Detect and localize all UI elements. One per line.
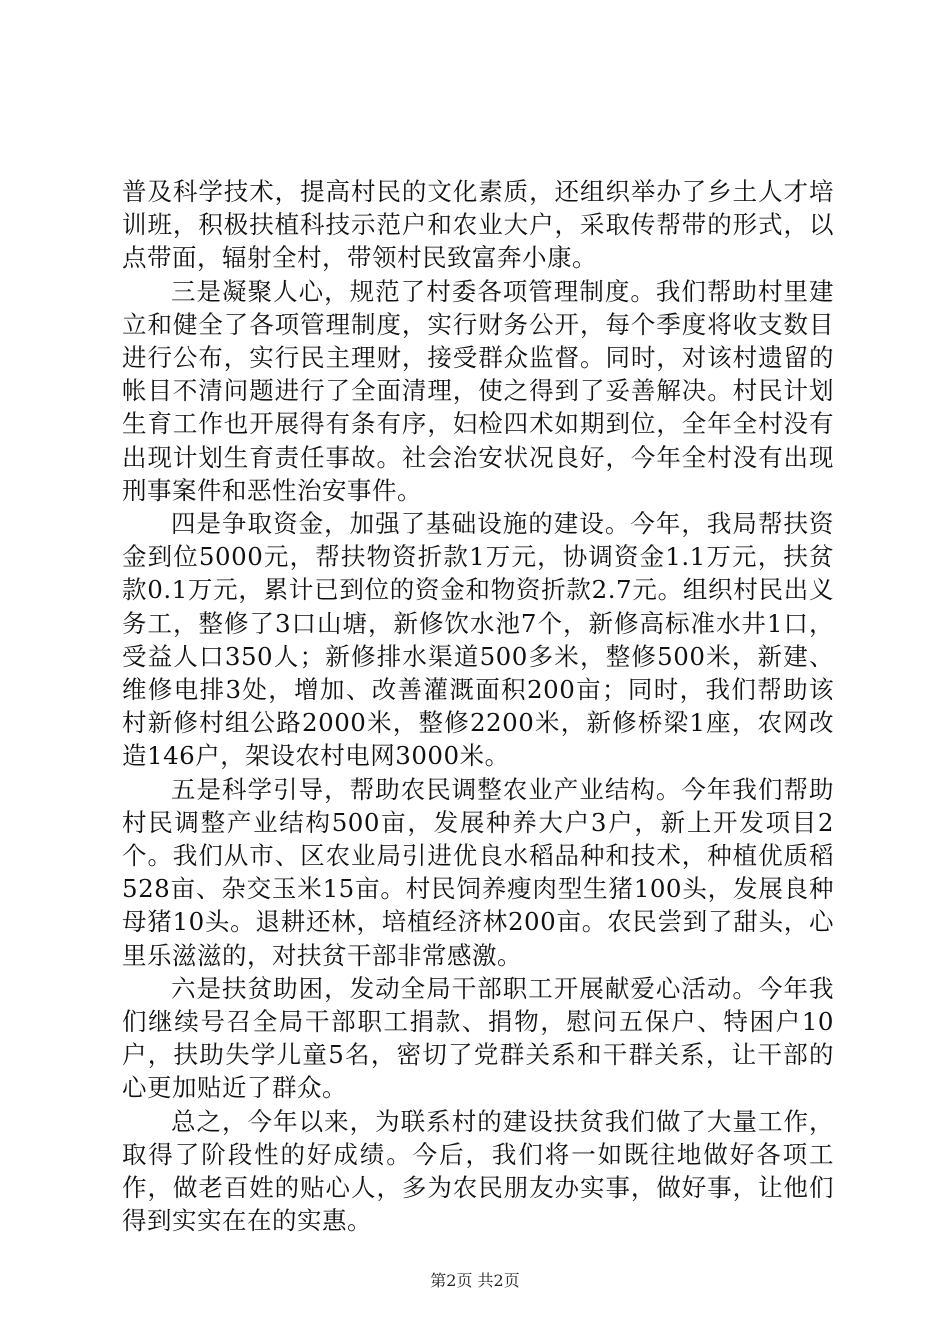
paragraph-poverty-relief: 六是扶贫助困，发动全局干部职工开展献爱心活动。今年我们继续号召全局干部职工捐款、捐物，慰问五保户、特困户10户，扶助失学儿童5名，密切了党群关系和干群关系，让干部的心更加贴近了群众。 xyxy=(122,973,834,1103)
paragraph-management-system: 三是凝聚人心，规范了村委各项管理制度。我们帮助村里建立和健全了各项管理制度，实行财务公开，每个季度将收支数目进行公布，实行民主理财，接受群众监督。同时，对该村遗留的帐目不清问题进行了全面清理，使之得到了妥善解决。村民计划生育工作也开展得有条有序，妇检四术如期到位，全年全村没有出现计划生育责任事故。社会治安状况良好，今年全村没有出现刑事案件和恶性治安事件。 xyxy=(122,276,834,505)
document-body xyxy=(122,175,834,1238)
page-number-footer: 第2页 共2页 xyxy=(430,1271,520,1290)
paragraph-conclusion: 总之，今年以来，为联系村的建设扶贫我们做了大量工作，取得了阶段性的好成绩。今后，我们将一如既往地做好各项工作，做老百姓的贴心人，多为农民朋友办实事，做好事，让他们得到实实在在的实惠。 xyxy=(122,1106,834,1236)
paragraph-continuation: 普及科学技术，提高村民的文化素质，还组织举办了乡土人才培训班，积极扶植科技示范户和农业大户，采取传帮带的形式，以点带面，辐射全村，带领村民致富奔小康。 xyxy=(122,177,834,273)
paragraph-infrastructure-funding: 四是争取资金，加强了基础设施的建设。今年，我局帮扶资金到位5000元，帮扶物资折款1万元，协调资金1.1万元，扶贫款0.1万元，累计已到位的资金和物资折款2.7元。组织村民出义务工，整修了3口山塘，新修饮水池7个，新修高标准水井1口，受益人口350人；新修排水渠道500多米，整修500米，新建、维修电排3处，增加、改善灌溉面积200亩；同时，我们帮助该村新修村组公路2000米，整修2200米，新修桥梁1座，农网改造146户，架设农村电网3000米。 xyxy=(122,509,834,771)
paragraph-industry-structure: 五是科学引导，帮助农民调整农业产业结构。今年我们帮助村民调整产业结构500亩，发展种养大户3户，新上开发项目2个。我们从市、区农业局引进优良水稻品种和技术，种植优质稻528亩、杂交玉米15亩。村民饲养瘦肉型生猪100头，发展良种母猪10头。退耕还林，培植经济林200亩。农民尝到了甜头，心里乐滋滋的，对扶贫干部非常感激。 xyxy=(122,774,834,970)
